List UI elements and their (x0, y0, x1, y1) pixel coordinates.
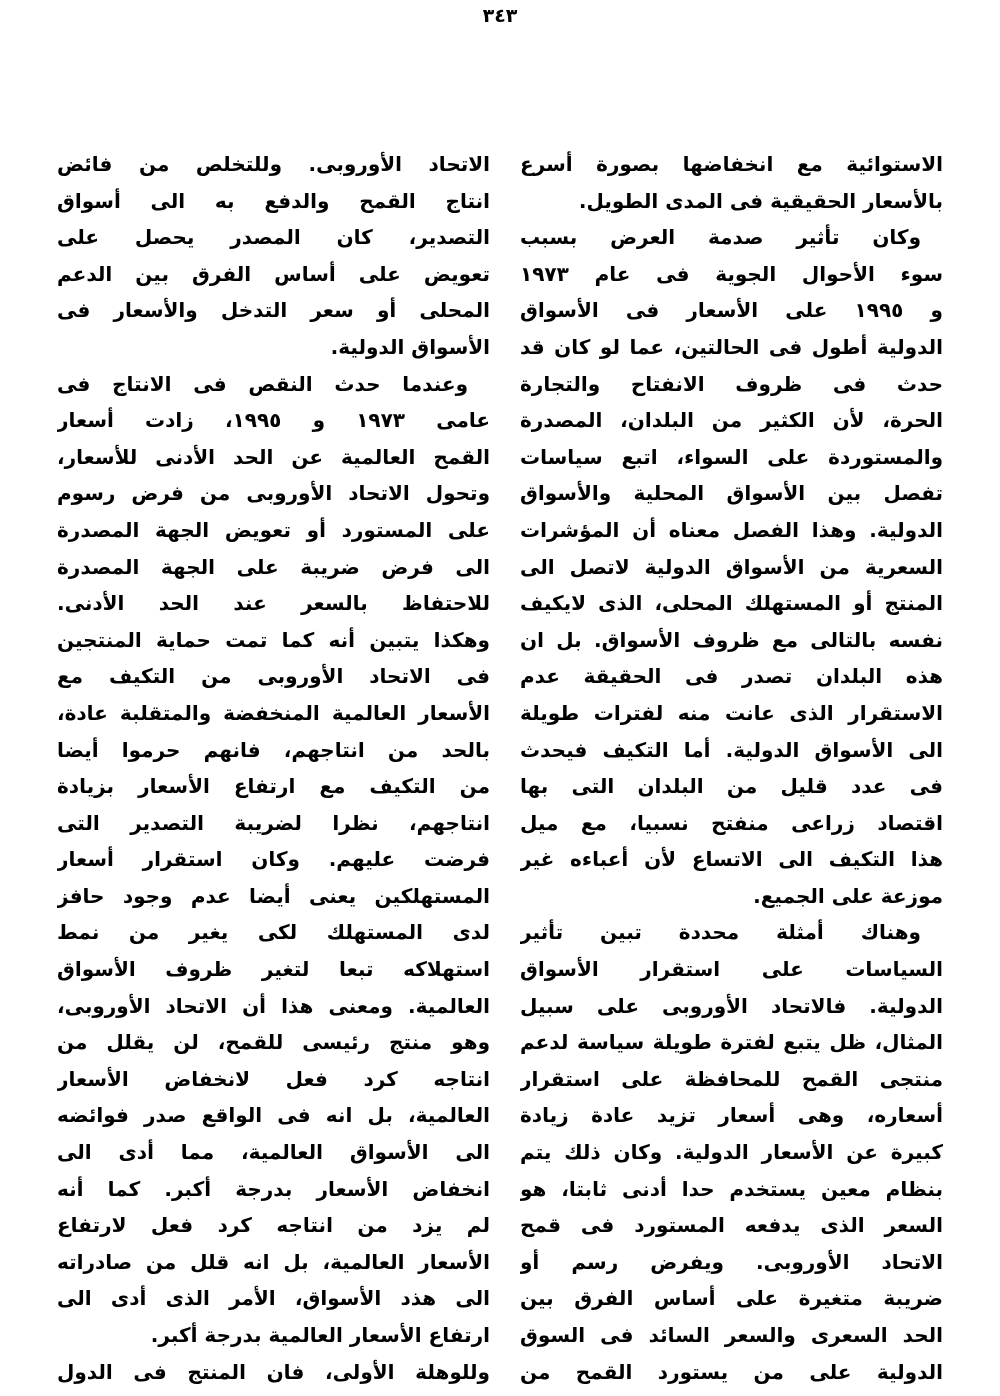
text-line: نفسه بالتالى مع ظروف الأسواق. بل ان (520, 627, 943, 652)
text-line: أسعاره، وهى أسعار تزيد عادة زيادة (520, 1103, 943, 1128)
text-line: الحرة، لأن الكثير من البلدان، المصدرة (520, 408, 943, 433)
text-line: وللوهلة الأولى، فان المنتج فى الدول (57, 1359, 490, 1384)
text-line: و ١٩٩٥ على الأسعار فى الأسواق (520, 298, 943, 323)
text-line: على المستورد أو تعويض الجهة المصدرة (57, 517, 490, 542)
text-line: انتاجه كرد فعل لانخفاض الأسعار (57, 1066, 490, 1091)
text-line: استهلاكه تبعا لتغير ظروف الأسواق (57, 957, 490, 982)
text-line: اقتصاد زراعى منفتح نسبيا، مع ميل (520, 810, 943, 835)
text-line: وهكذا يتبين أنه كما تمت حماية المنتجين (57, 627, 490, 652)
text-line: فى عدد قليل من البلدان التى بها (520, 774, 943, 799)
text-line: الى هذد الأسواق، الأمر الذى أدى الى (57, 1286, 490, 1311)
text-line: العالمية، بل انه فى الواقع صدر فوائضه (57, 1103, 490, 1128)
text-line: كبيرة عن الأسعار الدولية. وكان ذلك يتم (520, 1140, 943, 1165)
text-line: وتحول الاتحاد الأوروبى من فرض رسوم (57, 481, 490, 506)
text-line: عامى ١٩٧٣ و ١٩٩٥، زادت أسعار (57, 408, 490, 433)
text-line: الاستقرار الذى عانت منه لفترات طويلة (520, 700, 943, 725)
text-line: وهناك أمثلة محددة تبين تأثير (520, 920, 921, 945)
text-line: السعرية من الأسواق الدولية لاتصل الى (520, 554, 943, 579)
page-number: ٣٤٣ (482, 5, 518, 27)
text-line: موزعة على الجميع. (753, 883, 943, 908)
text-columns (57, 146, 943, 1390)
text-line: بنظام معين يستخدم حدا أدنى ثابتا، هو (520, 1176, 943, 1201)
text-line: هذه البلدان تصدر فى الحقيقة عدم (520, 664, 943, 689)
text-line: الأسعار العالمية، بل انه قلل من صادراته (57, 1249, 490, 1274)
text-line: العالمية. ومعنى هذا أن الاتحاد الأوروبى، (57, 993, 490, 1018)
text-line: الدولية. وهذا الفصل معناه أن المؤشرات (520, 517, 943, 542)
text-column-right (520, 146, 943, 1390)
text-line: من التكيف مع ارتفاع الأسعار بزيادة (57, 774, 490, 799)
text-line: فرضت عليهم. وكان استقرار أسعار (57, 847, 490, 872)
text-line: الاتحاد الأوروبى. ويفرض رسم أو (520, 1249, 943, 1274)
text-line: الاستوائية مع انخفاضها بصورة أسرع (520, 152, 943, 176)
text-line: وعندما حدث النقص فى الانتاج فى (57, 371, 468, 396)
text-line: لم يزد من انتاجه كرد فعل لارتفاع (57, 1213, 490, 1238)
text-line: سوء الأحوال الجوية فى عام ١٩٧٣ (520, 261, 943, 286)
text-line: السعر الذى يدفعه المستورد فى قمح (520, 1213, 943, 1238)
text-line: انتاج القمح والدفع به الى أسواق (57, 188, 490, 213)
text-line: حدث فى ظروف الانفتاح والتجارة (520, 371, 943, 396)
text-column-left (57, 146, 490, 1390)
text-line: تفصل بين الأسواق المحلية والأسواق (520, 481, 943, 506)
text-line: الدولية. فالاتحاد الأوروبى على سبيل (520, 993, 943, 1018)
text-line: لدى المستهلك لكى يغير من نمط (57, 920, 490, 945)
text-line: الحد السعرى والسعر السائد فى السوق (520, 1323, 943, 1347)
text-line: السياسات على استقرار الأسواق (520, 957, 943, 982)
text-line: انتاجهم، نظرا لضريبة التصدير التى (57, 810, 490, 835)
text-line: هذا التكيف الى الاتساع لأن أعباءه غير (520, 847, 943, 872)
text-line: الى الأسواق العالمية، مما أدى الى (57, 1140, 490, 1165)
text-line: بالأسعار الحقيقية فى المدى الطويل. (578, 188, 943, 213)
text-line: فى الاتحاد الأوروبى من التكيف مع (57, 664, 490, 689)
text-line: التصدير، كان المصدر يحصل على (57, 225, 490, 250)
text-line: الاتحاد الأوروبى. وللتخلص من فائض (57, 152, 490, 176)
text-line: المنتج أو المستهلك المحلى، الذى لايكيف (520, 591, 943, 616)
text-line: القمح العالمية عن الحد الأدنى للأسعار، (57, 444, 490, 469)
text-line: انخفاض الأسعار بدرجة أكبر. كما أنه (57, 1176, 490, 1201)
text-line: بالحد من انتاجهم، فانهم حرموا أيضا (57, 737, 490, 762)
text-line: الى الأسواق الدولية. أما التكيف فيحدث (520, 737, 943, 762)
text-line: الدولية أطول فى الحالتين، عما لو كان قد (520, 334, 943, 359)
text-line: المستهلكين يعنى أيضا عدم وجود حافز (57, 883, 490, 908)
text-line: الدولية على من يستورد القمح من (520, 1359, 943, 1384)
text-line: الأسواق الدولية. (330, 334, 490, 359)
text-line: الى فرض ضريبة على الجهة المصدرة (57, 554, 490, 579)
text-line: المحلى أو سعر التدخل والأسعار فى (57, 298, 490, 323)
text-line: والمستوردة على السواء، اتبع سياسات (520, 444, 943, 469)
text-line: المثال، ظل يتبع لفترة طويلة سياسة لدعم (520, 1030, 943, 1055)
text-line: ارتفاع الأسعار العالمية بدرجة أكبر. (150, 1323, 490, 1347)
text-line: منتجى القمح للمحافظة على استقرار (520, 1066, 943, 1091)
text-line: ضريبة متغيرة على أساس الفرق بين (520, 1286, 943, 1311)
text-line: الأسعار العالمية المنخفضة والمتقلبة عادة، (57, 700, 490, 725)
text-line: وكان تأثير صدمة العرض بسبب (520, 225, 921, 250)
text-line: وهو منتج رئيسى للقمح، لن يقلل من (57, 1030, 490, 1055)
text-line: للاحتفاظ بالسعر عند الحد الأدنى. (57, 591, 490, 616)
text-line: تعويض على أساس الفرق بين الدعم (57, 261, 490, 286)
